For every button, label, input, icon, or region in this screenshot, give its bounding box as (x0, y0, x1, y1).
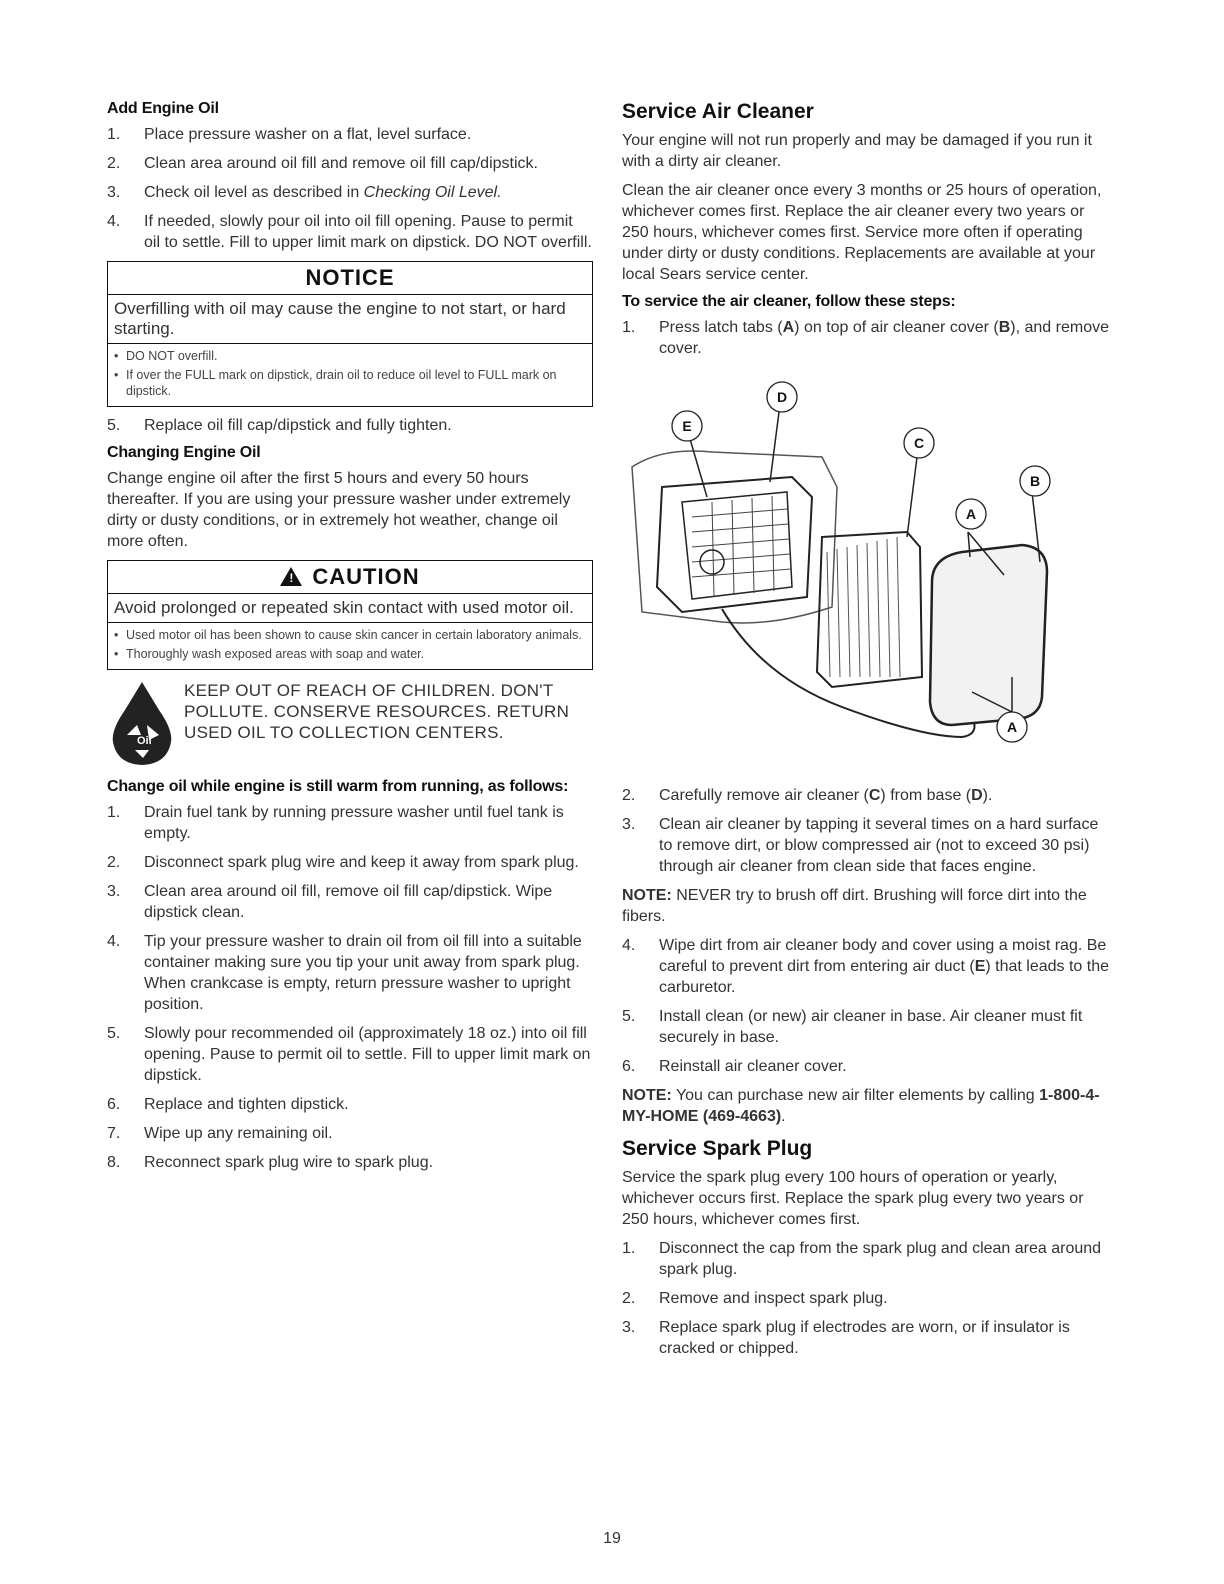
list-item: 5. Replace oil fill cap/dipstick and fully tighten. (107, 417, 452, 434)
list-item: 4. Wipe dirt from air cleaner body and cover using a moist rag. Be careful to prevent dirt from entering air duct (E) that leads to the carburetor. (622, 937, 1110, 996)
notice-bullets (108, 344, 592, 406)
list-item: 1. Place pressure washer on a flat, level surface. (107, 126, 472, 143)
add-engine-oil-heading: Add Engine Oil (107, 100, 219, 117)
list-item: 4. Tip your pressure washer to drain oil from oil fill into a suitable container making sure you tip your unit away from spark plug. When crankcase is empty, return pressure washer to upright position. (107, 933, 582, 1013)
service-spark-plug-heading: Service Spark Plug (622, 1137, 813, 1160)
air-cleaner-schedule: Clean the air cleaner once every 3 months or 25 hours of operation, whichever comes first. Replace the air cleaner every two years or 250 hours, whichever comes first. Service more often if operating under dirty or dusty conditions. Replacements are available at your local Sears service center. (622, 182, 1102, 283)
phone-number: 1-800-4-MY-HOME (469-4663) (622, 1087, 1100, 1125)
air-cleaner-intro: Your engine will not run properly and may be damaged if you run it with a dirty air cleaner. (622, 132, 1092, 170)
changing-engine-oil-heading: Changing Engine Oil (107, 444, 261, 461)
list-item: • Used motor oil has been shown to cause skin cancer in certain laboratory animals. (114, 627, 586, 643)
notice-lead: Overfilling with oil may cause the engine to not start, or hard starting. (108, 295, 592, 344)
list-item: 7. Wipe up any remaining oil. (107, 1125, 333, 1142)
list-item: 5. Install clean (or new) air cleaner in base. Air cleaner must fit securely in base. (622, 1008, 1083, 1046)
recycle-notice (107, 680, 593, 766)
list-item: 5. Slowly pour recommended oil (approximately 18 oz.) into oil fill opening. Pause to permit oil to settle. Fill to upper limit mark on dipstick. (107, 1025, 591, 1084)
caution-box (107, 560, 593, 670)
note-brush: NOTE: NEVER try to brush off dirt. Brushing will force dirt into the fibers. (622, 887, 1087, 925)
list-item: • If over the FULL mark on dipstick, drain oil to reduce oil level to FULL mark on dipstick. (114, 367, 586, 399)
label-e: E (682, 418, 692, 434)
spark-plug-paragraph: Service the spark plug every 100 hours of operation or yearly, whichever occurs first. Replace the spark plug every two years or 250 hours, whichever comes first. (622, 1169, 1084, 1228)
recycle-text: KEEP OUT OF REACH OF CHILDREN. DON'T POLLUTE. CONSERVE RESOURCES. RETURN USED OIL TO COLLECTION CENTERS. (184, 681, 570, 742)
label-c: C (913, 435, 925, 451)
list-item: 2. Remove and inspect spark plug. (622, 1290, 888, 1307)
note-purchase: NOTE: You can purchase new air filter elements by calling 1-800-4-MY-HOME (469-4663). (622, 1087, 1100, 1125)
list-item: 6. Replace and tighten dipstick. (107, 1096, 349, 1113)
air-cleaner-steps-2-3 (622, 785, 1112, 877)
page-number: 19 (603, 1530, 621, 1547)
service-air-cleaner-heading: Service Air Cleaner (622, 100, 814, 123)
list-item: 6. Reinstall air cleaner cover. (622, 1058, 847, 1075)
left-column (107, 100, 593, 1181)
notice-box (107, 261, 593, 407)
label-b: B (1029, 473, 1041, 489)
caution-title: ! CAUTION (108, 561, 592, 594)
right-column (622, 100, 1112, 1367)
label-d: D (776, 389, 788, 405)
list-item: 1. Press latch tabs (A) on top of air cleaner cover (B), and remove cover. (622, 319, 1109, 357)
list-item: 1. Drain fuel tank by running pressure washer until fuel tank is empty. (107, 804, 564, 842)
caution-lead: Avoid prolonged or repeated skin contact with used motor oil. (108, 594, 592, 623)
air-cleaner-diagram (622, 377, 1082, 772)
warm-engine-heading: Change oil while engine is still warm from running, as follows: (107, 778, 569, 795)
list-item: 8. Reconnect spark plug wire to spark plug. (107, 1154, 434, 1171)
list-item: 3. Clean area around oil fill, remove oil fill cap/dipstick. Wipe dipstick clean. (107, 883, 553, 921)
list-item: 2. Carefully remove air cleaner (C) from base (D). (622, 787, 993, 804)
oil-recycle-icon (107, 680, 177, 766)
warning-triangle-icon: ! (280, 567, 302, 586)
label-a-top: A (965, 506, 977, 522)
list-item: 4. If needed, slowly pour oil into oil fill opening. Pause to permit oil to settle. Fill to upper limit mark on dipstick. DO NOT overfill. (107, 213, 592, 251)
list-item: 2. Clean area around oil fill and remove oil fill cap/dipstick. (107, 155, 538, 172)
air-cleaner-step-1 (622, 317, 1112, 359)
caution-bullets (108, 623, 592, 669)
spark-plug-steps (622, 1238, 1112, 1359)
label-a-bottom: A (1006, 719, 1018, 735)
warm-engine-steps (107, 802, 593, 1173)
notice-title: NOTICE (108, 262, 592, 295)
list-item: • DO NOT overfill. (114, 348, 586, 364)
list-item: 1. Disconnect the cap from the spark plug and clean area around spark plug. (622, 1240, 1102, 1278)
list-item: 2. Disconnect spark plug wire and keep it away from spark plug. (107, 854, 579, 871)
air-cleaner-steps-heading: To service the air cleaner, follow these steps: (622, 293, 956, 310)
changing-oil-paragraph: Change engine oil after the first 5 hours and every 50 hours thereafter. If you are using your pressure washer under extremely dirty or dusty conditions, or in extremely hot weather, change oil more often. (107, 470, 571, 550)
list-item: 3. Replace spark plug if electrodes are worn, or if insulator is cracked or chipped. (622, 1319, 1070, 1357)
air-cleaner-steps-4-6 (622, 935, 1112, 1077)
list-item: 3. Clean air cleaner by tapping it several times on a hard surface to remove dirt, or blow compressed air (not to exceed 30 psi) through air cleaner from clean side that faces engine. (622, 816, 1099, 875)
list-item: • Thoroughly wash exposed areas with soap and water. (114, 646, 586, 662)
list-item: 3. Check oil level as described in Checking Oil Level. (107, 184, 502, 201)
add-oil-step-5 (107, 415, 593, 436)
oil-logo-label: Oil (137, 735, 152, 747)
add-oil-steps (107, 124, 593, 253)
